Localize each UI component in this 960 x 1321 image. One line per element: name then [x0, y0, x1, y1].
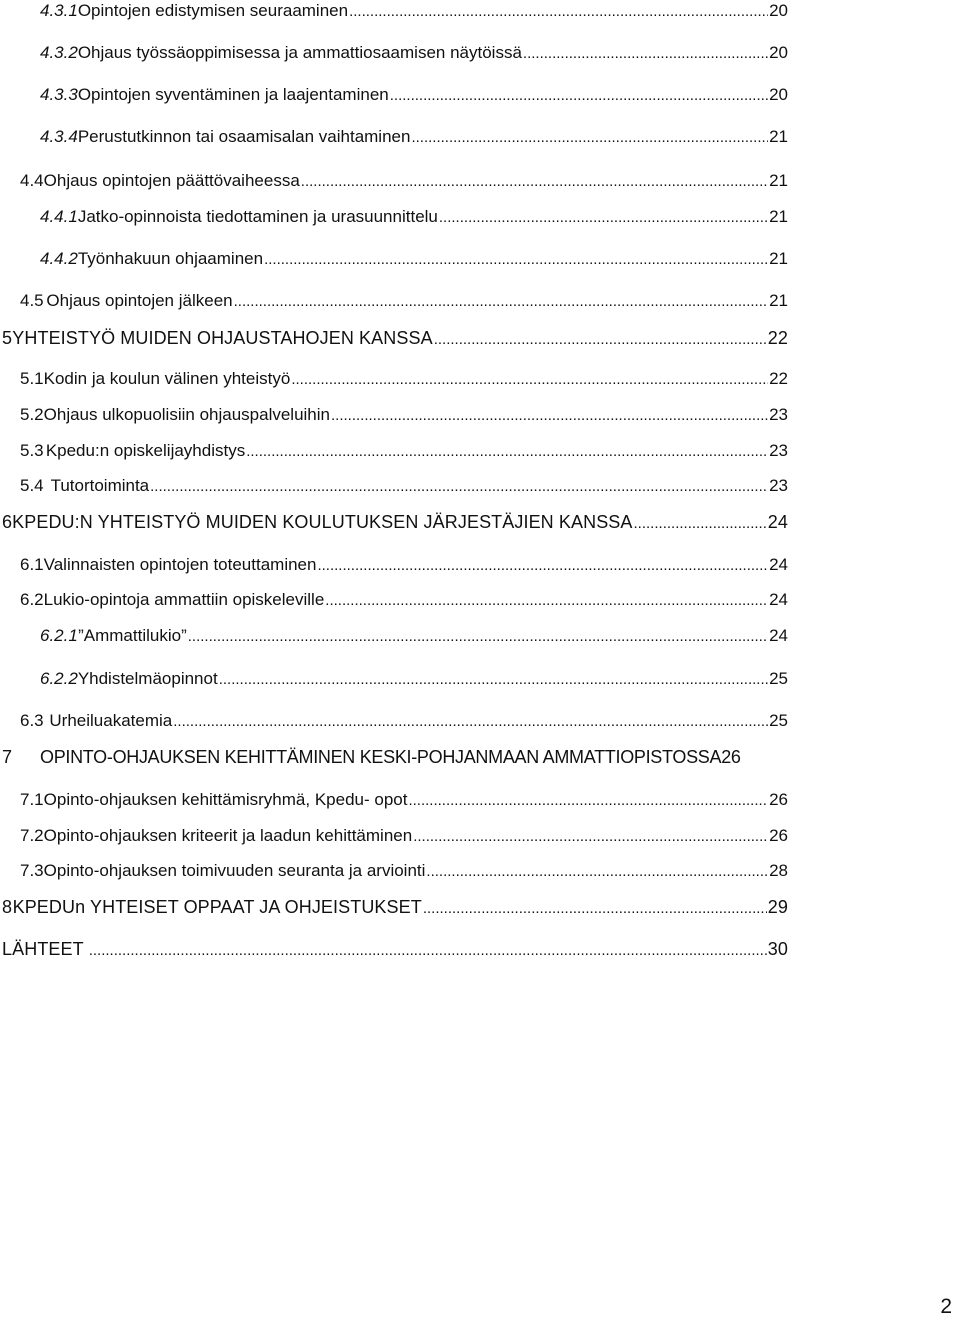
toc-entry[interactable] — [20, 825, 788, 847]
toc-entry-number: 7 — [2, 747, 12, 767]
toc-leader-dots — [246, 441, 768, 463]
toc-entry-title: Lukio-opintoja ammattiin opiskeleville — [43, 590, 325, 609]
toc-entry[interactable] — [20, 368, 788, 390]
toc-entry-title: KPEDU:N YHTEISTYÖ MUIDEN KOULUTUKSEN JÄRJESTÄJIEN KANSSA — [12, 512, 633, 532]
toc-leader-dots — [291, 369, 768, 391]
toc-entry-page: 26 — [721, 747, 741, 767]
toc-entry[interactable] — [20, 554, 788, 576]
toc-entry-number: 5 — [2, 328, 13, 348]
toc-entry-page: 20 — [769, 1, 788, 20]
toc-entry[interactable] — [20, 860, 788, 882]
toc-entry[interactable] — [2, 511, 788, 533]
toc-entry-number: 5.1 — [20, 369, 44, 388]
toc-entry-page: 21 — [769, 127, 788, 146]
toc-leader-dots — [413, 826, 768, 848]
page-number: 2 — [940, 1295, 952, 1318]
toc-entry-number: 5.4 — [20, 476, 44, 495]
toc-entry[interactable] — [20, 170, 788, 192]
toc-entry-number: 4.3.1 — [40, 1, 78, 20]
toc-entry-page: 22 — [769, 369, 788, 388]
toc-entry-title: Perustutkinnon tai osaamisalan vaihtaminen — [77, 127, 411, 146]
toc-entry-title: LÄHTEET — [2, 939, 84, 959]
toc-entry-page: 21 — [769, 207, 788, 226]
toc-entry-number: 4.5 — [20, 291, 44, 310]
toc-entry-number: 4.4.1 — [40, 207, 78, 226]
toc-entry-title: Opinto-ohjauksen toimivuuden seuranta ja arviointi — [43, 861, 426, 880]
toc-entry[interactable] — [2, 938, 788, 960]
toc-leader-dots — [219, 669, 768, 691]
toc-entry[interactable] — [2, 896, 788, 918]
toc-entry[interactable] — [20, 440, 788, 462]
toc-leader-dots — [234, 291, 768, 313]
toc-entry-title: Yhdistelmäopinnot — [77, 669, 218, 688]
toc-entry-number: 4.3.3 — [40, 85, 78, 104]
toc-entry-number: 7.3 — [20, 861, 44, 880]
toc-entry-number: 4.3.2 — [40, 43, 78, 62]
toc-entry[interactable] — [40, 248, 788, 270]
toc-entry-page: 20 — [769, 85, 788, 104]
toc-entry-title: Ohjaus opintojen jälkeen — [46, 291, 233, 310]
toc-entry-title: ”Ammattilukio” — [78, 626, 187, 645]
toc-entry-title: KPEDUn YHTEISET OPPAAT JA OHJEISTUKSET — [12, 897, 422, 917]
toc-entry-title: Opintojen syventäminen ja laajentaminen — [77, 85, 389, 104]
toc-entry-number: 8 — [2, 897, 13, 917]
toc-entry-page: 29 — [767, 897, 788, 917]
toc-entry[interactable] — [20, 475, 788, 497]
toc-entry-page: 23 — [769, 476, 788, 495]
toc-entry[interactable] — [40, 0, 788, 22]
toc-entry-page: 22 — [767, 328, 788, 348]
toc-entry-number: 6 — [2, 512, 13, 532]
toc-entry-title: Kpedu:n opiskelijayhdistys — [45, 441, 246, 460]
toc-entry-title: Jatko-opinnoista tiedottaminen ja urasuunnittelu — [77, 207, 438, 226]
toc-entry-title: Työnhakuun ohjaaminen — [77, 249, 264, 268]
toc-leader-dots — [89, 940, 767, 962]
toc-leader-dots — [634, 513, 767, 535]
toc-entry[interactable] — [20, 589, 788, 611]
toc-leader-dots — [423, 898, 767, 920]
toc-leader-dots — [325, 590, 768, 612]
toc-entry-page: 23 — [769, 405, 788, 424]
toc-entry-title: Valinnaisten opintojen toteuttaminen — [43, 555, 317, 574]
toc-leader-dots — [523, 43, 768, 65]
toc-entry[interactable] — [40, 625, 788, 647]
toc-leader-dots — [439, 207, 768, 229]
toc-entry-page: 21 — [769, 171, 788, 190]
toc-entry-page: 24 — [767, 512, 788, 532]
toc-entry[interactable] — [40, 206, 788, 228]
toc-entry[interactable] — [20, 404, 788, 426]
toc-entry-title: Ohjaus työssäoppimisessa ja ammattiosaamisen näytöissä — [77, 43, 522, 62]
toc-entry-number: 7.2 — [20, 826, 44, 845]
toc-leader-dots — [173, 711, 768, 733]
toc-leader-dots — [390, 85, 768, 107]
toc-entry-page: 24 — [769, 590, 788, 609]
toc-entry[interactable] — [2, 746, 788, 768]
toc-entry-page: 21 — [769, 249, 788, 268]
toc-entry-title: Kodin ja koulun välinen yhteistyö — [43, 369, 291, 388]
toc-entry-page: 25 — [769, 711, 788, 730]
toc-entry-page: 30 — [767, 939, 788, 959]
toc-entry-number: 5.2 — [20, 405, 44, 424]
toc-entry-page: 24 — [769, 626, 788, 645]
toc-entry-page: 28 — [769, 861, 788, 880]
toc-entry-number: 4.4.2 — [40, 249, 78, 268]
toc-entry-title: Ohjaus ulkopuolisiin ohjauspalveluihin — [43, 405, 330, 424]
toc-entry[interactable] — [40, 126, 788, 148]
toc-leader-dots — [349, 1, 768, 23]
toc-entry[interactable] — [20, 789, 788, 811]
toc-entry-number: 6.3 — [20, 711, 44, 730]
toc-entry-page: 26 — [769, 826, 788, 845]
toc-entry-title: Opintojen edistymisen seuraaminen — [77, 1, 349, 20]
toc-entry-number: 6.2.1 — [40, 626, 78, 645]
toc-leader-dots — [301, 171, 768, 193]
toc-entry-title: YHTEISTYÖ MUIDEN OHJAUSTAHOJEN KANSSA — [12, 328, 433, 348]
toc-leader-dots — [264, 249, 768, 271]
toc-leader-dots — [408, 790, 768, 812]
toc-entry[interactable] — [20, 710, 788, 732]
toc-entry-page: 23 — [769, 441, 788, 460]
toc-entry[interactable] — [2, 327, 788, 349]
toc-entry-number: 6.1 — [20, 555, 44, 574]
toc-entry-number: 5.3 — [20, 441, 44, 460]
toc-entry[interactable] — [20, 290, 788, 312]
toc-entry-number: 6.2.2 — [40, 669, 78, 688]
toc-leader-dots — [331, 405, 768, 427]
toc-entry-title: OPINTO-OHJAUKSEN KEHITTÄMINEN KESKI-POHJANMAAN AMMATTIOPISTOSSA — [40, 747, 722, 767]
toc-entry-number: 4.3.4 — [40, 127, 78, 146]
toc-entry-number: 4.4 — [20, 171, 44, 190]
toc-leader-dots — [434, 329, 767, 351]
toc-entry[interactable] — [40, 42, 788, 64]
toc-entry-title: Tutortoiminta — [50, 476, 150, 495]
toc-entry-number: 7.1 — [20, 790, 44, 809]
toc-entry-title: Opinto-ohjauksen kehittämisryhmä, Kpedu- opot — [43, 790, 408, 809]
toc-entry-page: 24 — [769, 555, 788, 574]
toc-leader-dots — [150, 476, 768, 498]
toc-entry[interactable] — [40, 84, 788, 106]
toc-entry-title: Opinto-ohjauksen kriteerit ja laadun kehittäminen — [43, 826, 413, 845]
toc-leader-dots — [426, 861, 768, 883]
toc-entry-page: 26 — [769, 790, 788, 809]
toc-leader-dots — [188, 626, 768, 648]
toc-entry-page: 20 — [769, 43, 788, 62]
toc-entry[interactable] — [40, 668, 788, 690]
toc-entry-page: 21 — [769, 291, 788, 310]
toc-entry-page: 25 — [769, 669, 788, 688]
toc-entry-title: Ohjaus opintojen päättövaiheessa — [43, 171, 300, 190]
toc-entry-title: Urheiluakatemia — [49, 711, 173, 730]
toc-entry-number: 6.2 — [20, 590, 44, 609]
toc-leader-dots — [411, 127, 768, 149]
toc-leader-dots — [317, 555, 768, 577]
